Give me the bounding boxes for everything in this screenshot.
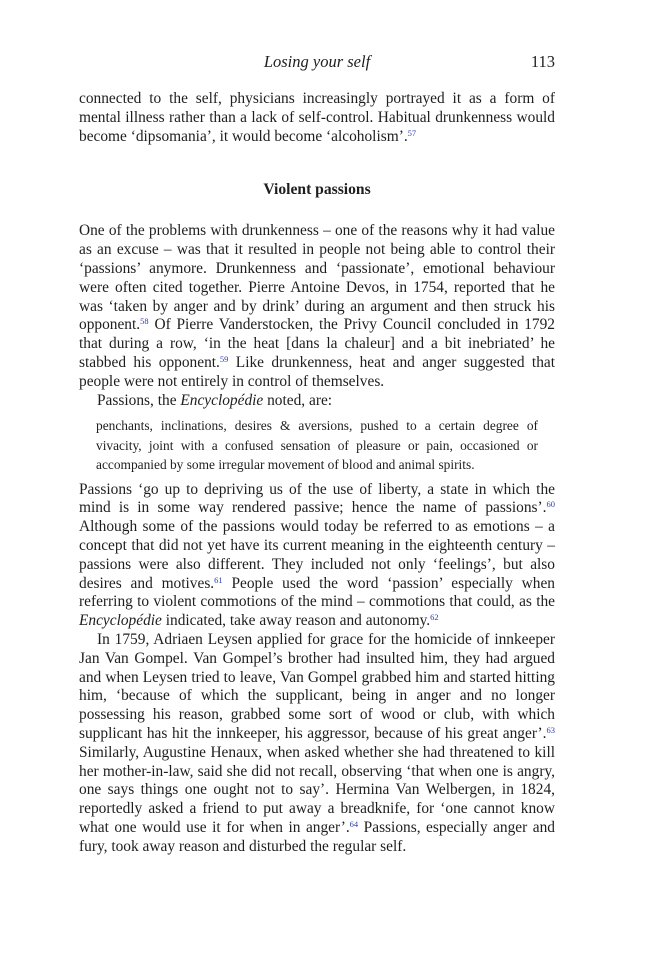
paragraph-3-text-b: noted, are:	[263, 391, 333, 409]
paragraph-5	[79, 631, 555, 857]
paragraph-4-text-c: People used the word ‘passion’ especially when referring to violent commotions of the mind – commotions that could, as the	[79, 574, 555, 611]
paragraph-3-text-a: Passions, the	[97, 391, 181, 409]
body-text	[79, 90, 555, 857]
paragraph-3	[79, 392, 555, 411]
paragraph-5-text-a: In 1759, Adriaen Leysen applied for grace for the homicide of innkeeper Jan Van Gompel. Van Gompel’s brother had insulted him, they had argued and when Leysen tried to leave, Van Gompel grabbed him and started hitting him, ‘because of which the supplicant, being in anger and no longer possessing his reason, grabbed some sort of wood or club, with which supplicant has hit the innkeeper, his aggressor, because of his great anger’.	[79, 630, 555, 742]
paragraph-4-text-b: Although some of the passions would today be referred to as emotions – a concept that did not yet have its current meaning in the eighteenth century – passions were also different. They included not only ‘feelings’, but also desires and motives.	[79, 518, 555, 592]
footnote-ref-62[interactable]: 62	[430, 612, 439, 623]
paragraph-2	[79, 222, 555, 391]
footnote-ref-63[interactable]: 63	[546, 724, 555, 735]
footnote-ref-64[interactable]: 64	[349, 818, 359, 829]
paragraph-4-text-a: Passions ‘go up to depriving us of the use of liberty, a state in which the mind is in some way rendered passive; hence the name of passions’.	[79, 480, 555, 517]
paragraph-2-text-b: Of Pierre Vanderstocken, the Privy Council concluded in 1792 that during a row, ‘in the heat [dans la chaleur] and a bit inebriated’ he stabbed his opponent.	[79, 316, 555, 371]
running-header	[79, 52, 555, 74]
encyclopedie-title: Encyclopédie	[180, 391, 264, 409]
footnote-ref-59[interactable]: 59	[219, 353, 229, 364]
paragraph-5-text-b: Similarly, Augustine Henaux, when asked whether she had threatened to kill her mother-in-law, said she did not recall, observing ‘that when one is angry, one says things one ought not to say’. Hermina Van Welbergen, in 1824, reportedly asked a friend to put away a breadknife, for ‘one cannot know what one would use it for when in anger’.	[79, 743, 555, 836]
paragraph-1-text: connected to the self, physicians increasingly portrayed it as a form of mental illness rather than a lack of self-control. Habitual drunkenness would become ‘dipsomania’, it would become ‘alcoholism’.	[79, 90, 555, 145]
paragraph-5-text-c: Passions, especially anger and fury, took away reason and disturbed the regular self.	[79, 818, 555, 855]
page-number: 113	[530, 52, 555, 71]
footnote-ref-57[interactable]: 57	[407, 127, 417, 138]
footnote-ref-61[interactable]: 61	[214, 574, 223, 585]
paragraph-4	[79, 481, 555, 631]
footnote-ref-60[interactable]: 60	[546, 499, 555, 510]
paragraph-2-text-a: One of the problems with drunkenness – one of the reasons why it had value as an excuse – was that it resulted in people not being able to control their ‘passions’ anymore. Drunkenness and ‘passionate’, emotional behaviour were often cited together. Pierre Antoine Devos, in 1754, reported that he was ‘taken by anger and by drink’ during an argument and then struck his opponent.	[79, 222, 555, 334]
running-title: Losing your self	[263, 52, 371, 71]
footnote-ref-58[interactable]: 58	[140, 316, 149, 327]
paragraph-2-text-c: Like drunkenness, heat and anger suggested that people were not entirely in control of themselves.	[79, 353, 556, 390]
section-heading: Violent passions	[263, 181, 371, 199]
encyclopedie-title: Encyclopédie	[79, 612, 162, 630]
paragraph-4-text-d: indicated, take away reason and autonomy.	[161, 612, 431, 630]
paragraph-1	[79, 90, 555, 146]
block-quote: penchants, inclinations, desires & aversions, pushed to a certain degree of vivacity, joint with a confused sensation of pleasure or pain, occasioned or accompanied by some irregular movement of blood and animal spirits.	[96, 418, 538, 473]
